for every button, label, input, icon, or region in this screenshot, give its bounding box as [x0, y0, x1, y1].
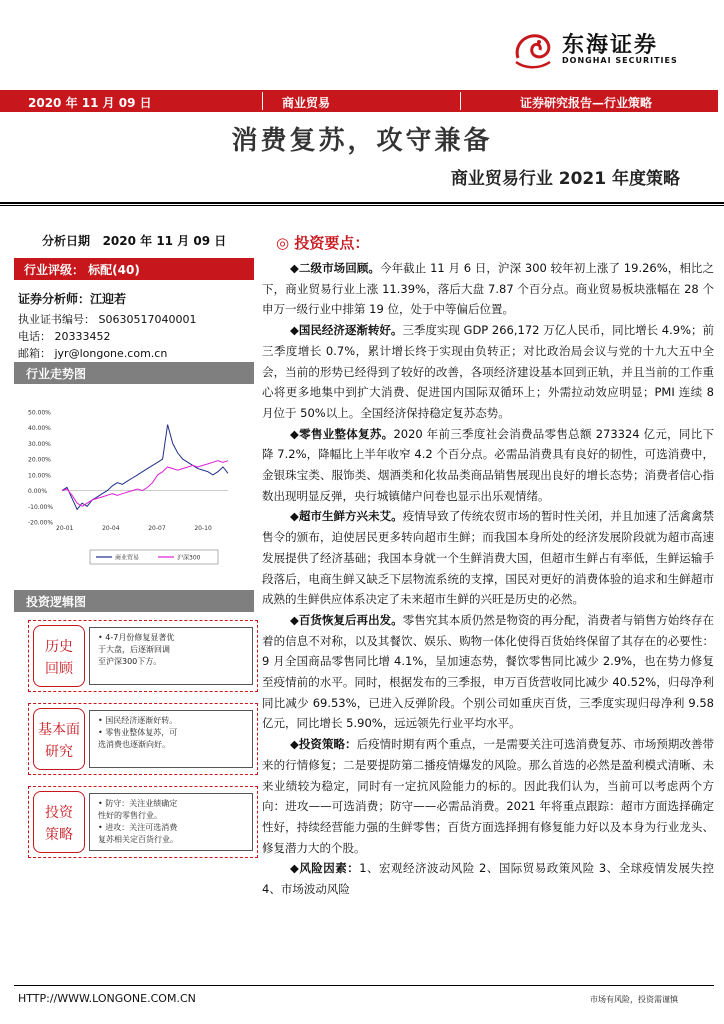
y-tick-label: -20.00% [28, 519, 54, 527]
logic-section-header: 投资逻辑图 [14, 590, 254, 612]
industry-rating: 行业评级： 标配(40) [14, 258, 254, 280]
logo-dragon-icon [510, 28, 556, 72]
logo-text-en: DONGHAI SECURITIES [562, 56, 678, 65]
email[interactable]: 邮箱： jyr@longone.com.cn [18, 347, 168, 360]
logic-fundamental-box [28, 703, 258, 775]
paragraph: ◆风险因素：1、宏观经济波动风险 2、国际贸易政策风险 3、全球疫情发展失控 4、市场波动风险 [262, 861, 714, 897]
y-tick-label: 10.00% [28, 472, 51, 480]
license-number: 执业证书编号： S0630517040001 [18, 313, 197, 326]
y-tick-label: -10.00% [28, 503, 54, 511]
company-logo [510, 28, 710, 72]
footer-disclaimer: 市场有风险，投资需谨慎 [590, 995, 678, 1004]
key-points-body [262, 258, 714, 900]
logic-label: 投资 策略 [33, 791, 85, 853]
logic-content: • 防守：关注业绩确定 性好的零售行业。 • 进攻：关注可选消费 复苏相关定百货行业。 [89, 793, 253, 851]
legend-label: 沪深300 [177, 554, 201, 562]
y-tick-label: 20.00% [28, 456, 51, 464]
logic-label: 基本面 研究 [33, 708, 85, 770]
paragraph: ◆投资策略：后疫情时期有两个重点，一是需要关注可选消费复苏、市场预期改善带来的行情修复；二是要提防第二播疫情爆发的风险。那么首选的必然是盈利模式清晰、未来业绩较为稳定，同时有一定抗风险能力的标的。因此我们认为，当前可以考虑两个方向：进攻——可选消费；防守——必需品消费。2021 年将重点跟踪：超市方面选择确定性好，持续经营能力强的生鲜零售；百货方面选择拥有修复能力好以及本身为行业龙头、修复潜力大的个股。 [262, 737, 715, 855]
y-tick-label: 50.00% [28, 409, 51, 417]
footer-divider [14, 985, 714, 986]
footer-url[interactable]: HTTP://WWW.LONGONE.COM.CN [18, 992, 196, 1005]
x-tick-label: 20-07 [148, 525, 166, 532]
paragraph: ◆百货恢复后再出发。零售究其本质仍然是物资的再分配，消费者与销售方始终存在着的信息不对称，以及其餐饮、娱乐、购物一体化使得百货始终保留了其存在的必要性：9 月全国商品零售同比增 4.1%，呈加速态势，餐饮零售同比减少 2.9%，也在势力修复至疫情前的水平。同时，根据发布的三季报，申万百货营收同比减少 40.52%，归母净利同比减少 69.53%，已进入反弹阶段。个别公司如重庆百货，三季度实现归母净利 9.58 亿元，同比增长 5.90%，远远领先行业平均水平。 [262, 612, 715, 731]
legend-label: 商业贸易 [115, 554, 140, 562]
y-tick-label: 0.00% [28, 488, 48, 496]
x-tick-label: 20-10 [194, 525, 212, 532]
paragraph: ◆零售业整体复苏。2020 年前三季度社会消费品零售总额 273324 亿元，同比下降 7.2%，降幅比上半年收窄 4.2 个百分点。必需品消费具有良好的韧性，可选消费中，金银珠宝类、服饰类、烟酒类和化妆品类商品销售展现出良好的增长态势；消费者信心指数出现明显反弹，央行城镇储户问卷也显示出乐观情绪。 [262, 426, 714, 503]
phone: 电话： 20333452 [18, 330, 111, 343]
sector-label: 商业贸易 [282, 96, 331, 110]
series-line [62, 425, 228, 510]
report-date: 2020 年 11 月 09 日 [28, 96, 152, 110]
page-subtitle: 商业贸易行业 2021 年度策略 [450, 169, 680, 189]
analysis-date-value: 2020 年 11 月 09 日 [102, 234, 227, 248]
logic-label: 历史 回顾 [33, 625, 85, 687]
logo-text-cn: 东海证券 [562, 32, 659, 58]
logic-content: • 国民经济逐渐好转。 • 零售业整体复苏，可 选消费也逐渐向好。 [89, 710, 253, 768]
series-line [62, 461, 228, 507]
title-divider-thin [0, 205, 724, 206]
y-tick-label: 40.00% [28, 425, 51, 433]
target-icon: ◎ [276, 234, 290, 252]
report-type: 证券研究报告—行业策略 [520, 96, 653, 110]
key-points-title: 投资要点： [294, 234, 370, 252]
logic-history-box [28, 620, 258, 692]
industry-trend-chart [28, 404, 238, 574]
analysis-date [42, 232, 226, 249]
title-divider [0, 202, 724, 204]
y-tick-label: 30.00% [28, 440, 51, 448]
header-bar [0, 90, 718, 112]
x-tick-label: 20-04 [102, 525, 120, 532]
trend-section-header: 行业走势图 [14, 362, 254, 384]
key-points-heading [276, 232, 369, 253]
x-tick-label: 20-01 [56, 525, 74, 532]
logic-content: • 4-7月份修复显著优 于大盘，后逐渐回调 至沪深300下方。 [89, 627, 253, 685]
page-title: 消费复苏，攻守兼备 [231, 126, 493, 156]
paragraph: ◆超市生鲜方兴未艾。疫情导致了传统农贸市场的暂时性关闭，并且加速了活禽禽禁售令的颁布，迫使居民更多转向超市生鲜；而我国本身所处的经济发展阶段就为超市高速发展提供了经济基础；我国本身就一个生鲜消费大国，但超市生鲜占有率低，生鲜运输手段落后，电商生鲜又缺乏下层物流系统的支撑，国民对更好的消费体验的追求和生鲜超市成熟的生鲜供应体系决定了未来超市生鲜的兴旺是历史的必然。 [262, 509, 715, 607]
paragraph: ◆国民经济逐渐转好。三季度实现 GDP 266,172 万亿人民币，同比增长 4.9%；前三季度增长 0.7%，累计增长终于实现由负转正；对比政治局会议与党的十九大五中全会，当前的形势已经得到了较好的改善，各项经济建设基本回到正轨，并且当前的工作重心将更多地集中到扩大消费、促进国内国际双循环上；外需拉动效应明显；PMI 连续 8 月位于 50%以上。全国经济保持稳定复苏态势。 [262, 323, 714, 420]
analysis-date-label: 分析日期 [42, 234, 91, 248]
logic-strategy-box [28, 786, 258, 858]
paragraph: ◆二级市场回顾。今年截止 11 月 6 日，沪深 300 较年初上涨了 19.26%，相比之下，商业贸易行业上涨 11.39%，落后大盘 7.87 个百分点。商业贸易板块涨幅在 28 个申万一级行业中排第 19 位，处于中等偏后位置。 [262, 261, 714, 317]
analyst-name: 证券分析师：江迎若 [18, 292, 127, 306]
